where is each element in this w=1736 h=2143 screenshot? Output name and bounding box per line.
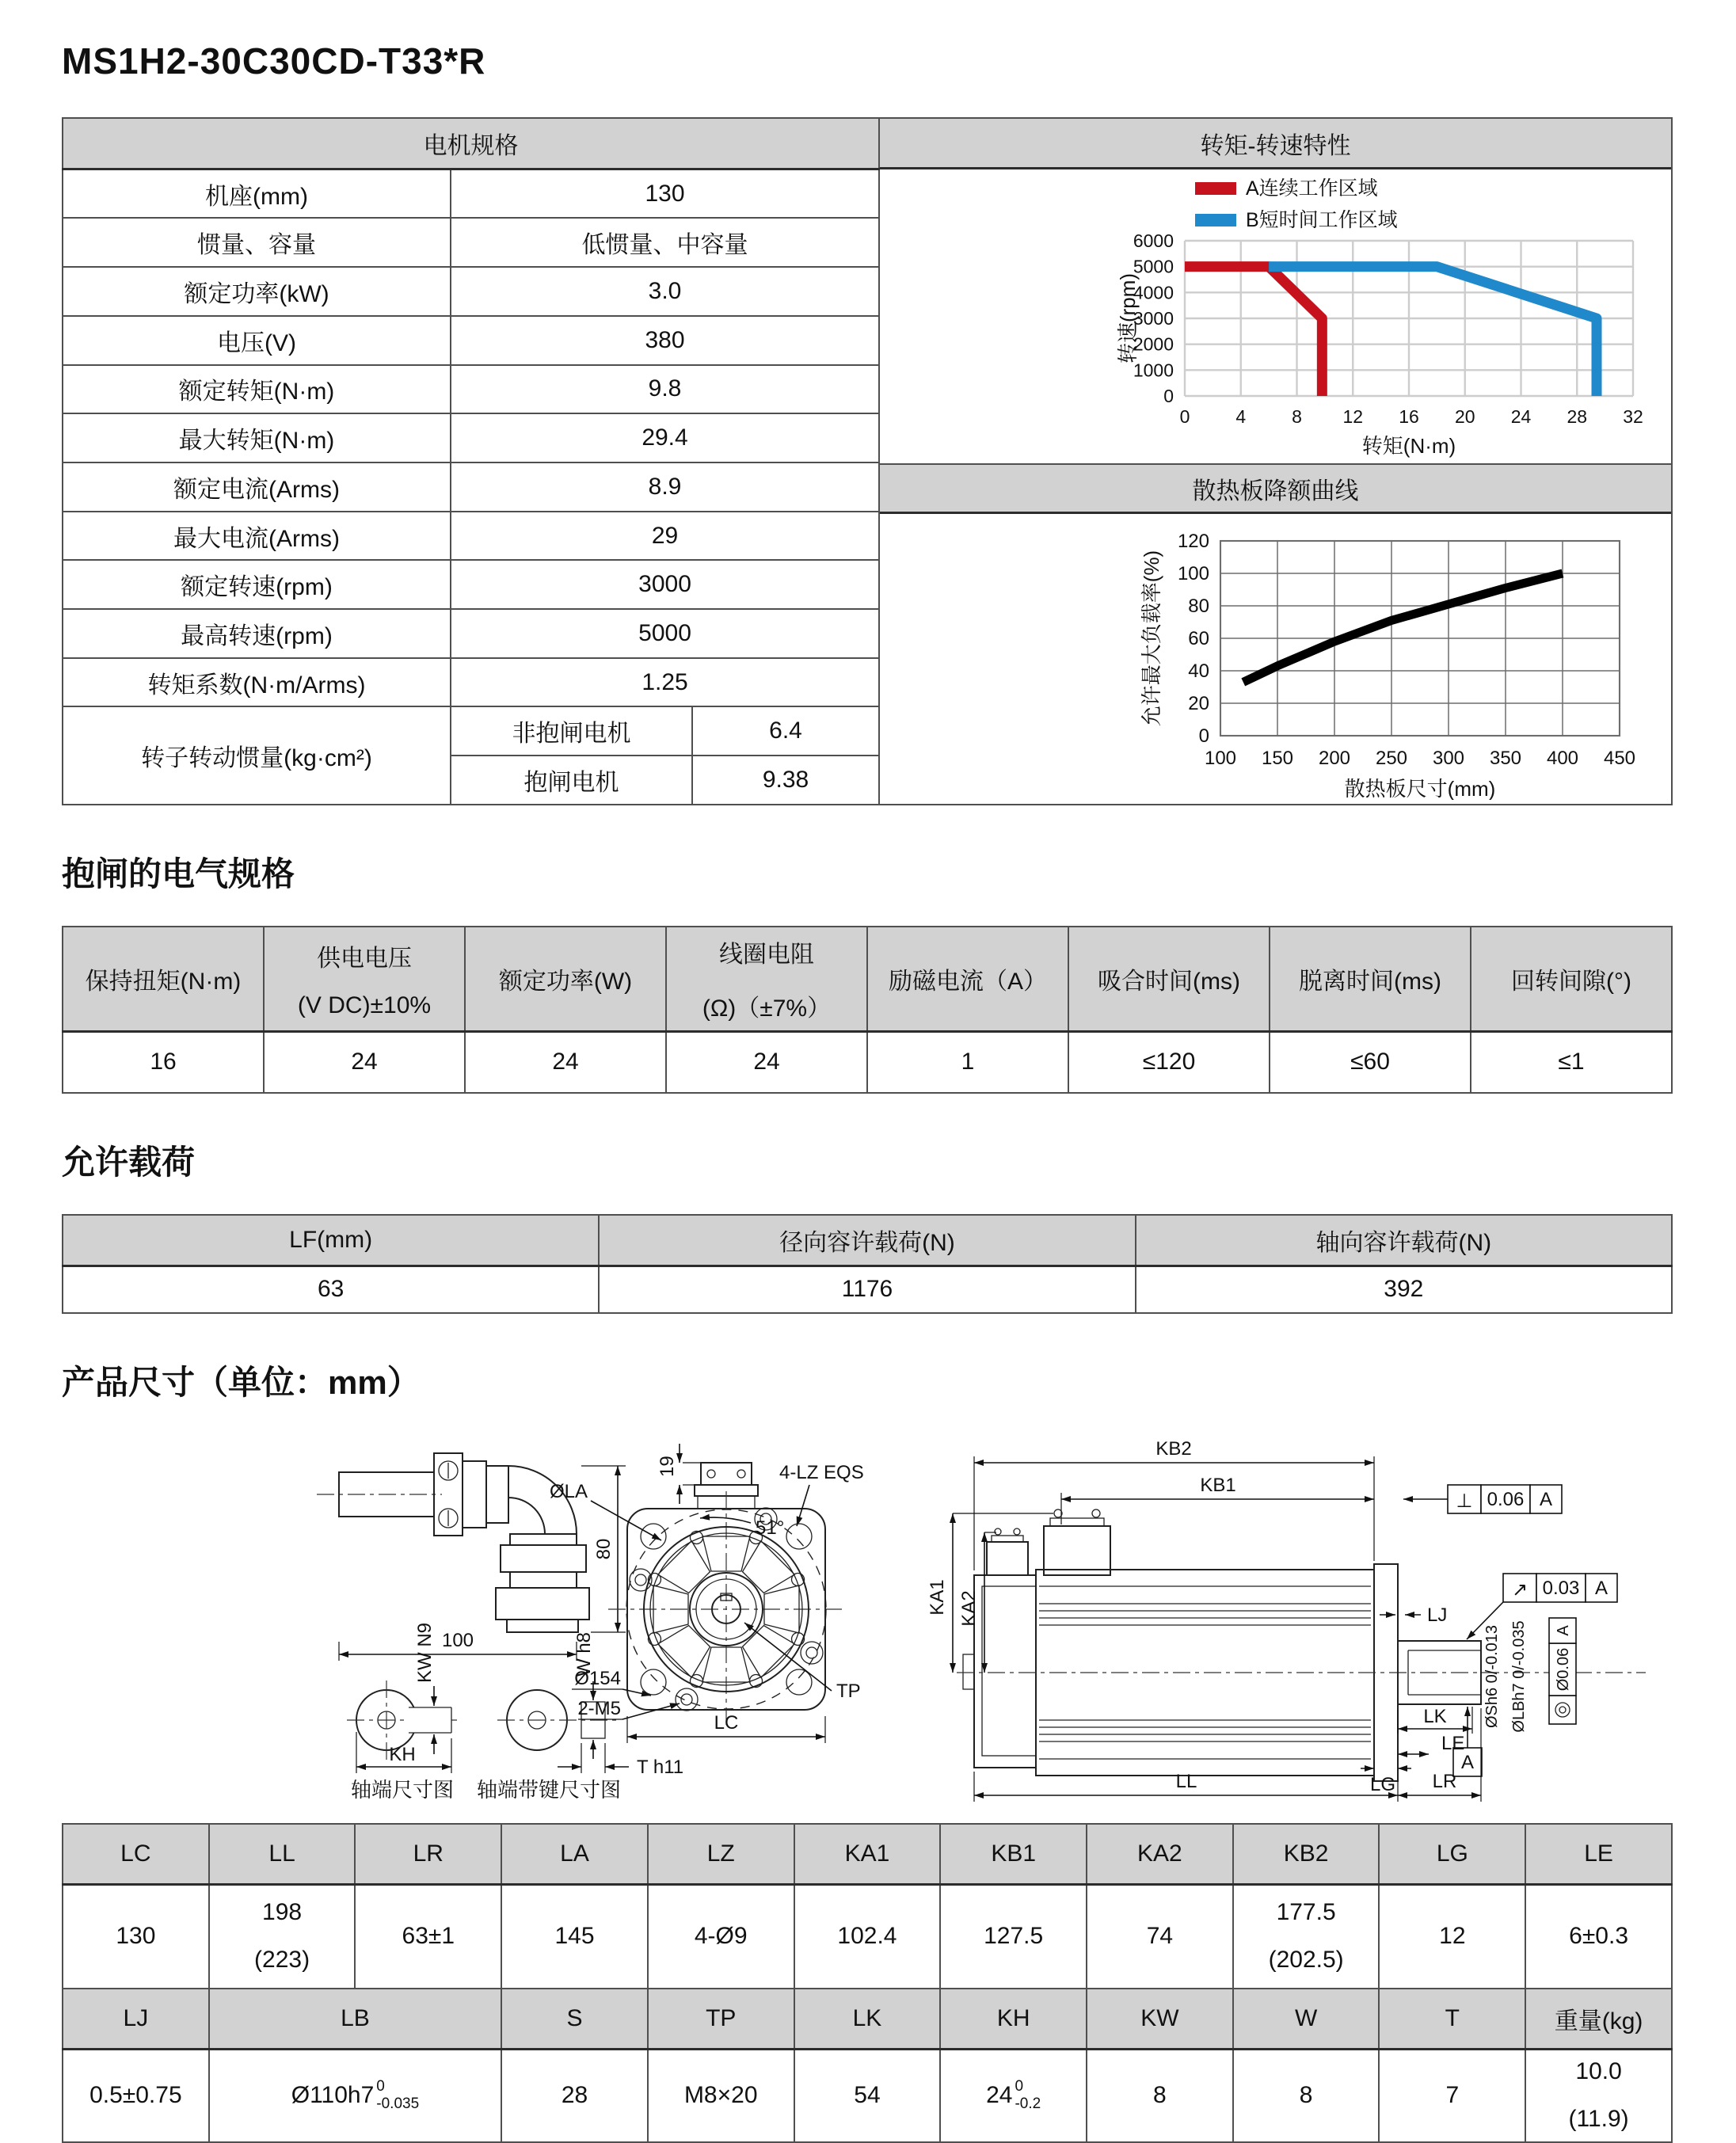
dim-header: W xyxy=(1233,1989,1380,2049)
svg-text:300: 300 xyxy=(1433,748,1465,769)
dim-header: LL xyxy=(209,1824,356,1884)
table-row xyxy=(63,1215,1672,1266)
load-col-header: LF(mm) xyxy=(63,1215,599,1266)
svg-text:20: 20 xyxy=(1188,693,1210,714)
label-ka2: KA2 xyxy=(958,1590,980,1627)
dim-value: 177.5 (202.5) xyxy=(1233,1884,1380,1989)
motor-spec-block xyxy=(62,117,1673,805)
table-row xyxy=(63,1884,1672,1989)
spec-value: 1.25 xyxy=(451,658,879,707)
brake-section-title: 抱闸的电气规格 xyxy=(62,855,295,893)
dim-header: TP xyxy=(648,1989,794,2049)
brake-value: 1 xyxy=(867,1031,1068,1093)
svg-text:转速(rpm): 转速(rpm) xyxy=(1116,272,1140,364)
dimension-table xyxy=(62,1823,1673,2143)
table-row xyxy=(63,413,879,462)
spec-value: 9.8 xyxy=(451,365,879,414)
derating-header: 散热板降额曲线 xyxy=(880,463,1671,514)
spec-sub-value: 6.4 xyxy=(692,706,879,756)
dim-value: Ø110h7 0 -0.035 xyxy=(209,2049,501,2142)
label-w-h8: W h8 xyxy=(573,1631,595,1677)
label-ola: ØLA xyxy=(549,1481,588,1502)
svg-text:16: 16 xyxy=(1399,406,1419,427)
table-row xyxy=(63,658,879,707)
dim-value: 63±1 xyxy=(355,1884,501,1989)
brake-col-header: 供电电压 (V DC)±10% xyxy=(264,927,465,1031)
svg-text:100: 100 xyxy=(1177,563,1210,584)
svg-text:150: 150 xyxy=(1262,748,1294,769)
label-lc: LC xyxy=(714,1712,739,1734)
svg-text:200: 200 xyxy=(1319,748,1351,769)
label-tp: TP xyxy=(836,1681,861,1702)
svg-text:450: 450 xyxy=(1604,748,1636,769)
svg-text:2000: 2000 xyxy=(1133,333,1174,355)
svg-text:350: 350 xyxy=(1490,748,1522,769)
page-title: MS1H2-30C30CD-T33*R xyxy=(62,40,486,82)
runout-value: 0.03 xyxy=(1542,1578,1580,1599)
dim-header: LJ xyxy=(63,1989,209,2049)
shaft-end-drawing xyxy=(347,1623,683,1802)
spec-label: 额定电流(Arms) xyxy=(63,462,451,512)
dim-value: 54 xyxy=(794,2049,941,2142)
label-lk: LK xyxy=(1423,1706,1447,1727)
label-2-m5: 2-M5 xyxy=(577,1698,621,1719)
spec-sub-label: 抱闸电机 xyxy=(451,756,692,805)
dim-header: LC xyxy=(63,1824,209,1884)
load-section-title: 允许载荷 xyxy=(62,1144,196,1181)
label-kw-n9: KW N9 xyxy=(414,1622,436,1683)
table-row xyxy=(63,706,879,756)
svg-text:4: 4 xyxy=(1235,406,1247,427)
brake-value: 24 xyxy=(264,1031,465,1093)
svg-text:5000: 5000 xyxy=(1133,256,1174,277)
dim-value: 0.5±0.75 xyxy=(63,2049,209,2142)
brake-col-header: 回转间隙(°) xyxy=(1471,927,1672,1031)
dim-header: LE xyxy=(1525,1824,1672,1884)
table-row xyxy=(63,2049,1672,2142)
dimension-drawing xyxy=(62,1415,1673,1811)
label-t-h11: T h11 xyxy=(637,1757,684,1778)
motor-spec-table xyxy=(62,117,880,805)
shaft-tolerance-label: ØSh6 0/-0.013 xyxy=(1483,1624,1501,1729)
label-le: LE xyxy=(1441,1733,1465,1754)
caption-shaft-key: 轴端带键尺寸图 xyxy=(476,1778,622,1802)
table-row xyxy=(63,512,879,561)
brake-col-header: 吸合时间(ms) xyxy=(1068,927,1270,1031)
dim-value: 10.0 (11.9) xyxy=(1525,2049,1672,2142)
dim-value: 8 xyxy=(1233,2049,1380,2142)
svg-text:28: 28 xyxy=(1567,406,1588,427)
spec-value: 380 xyxy=(451,316,879,365)
spec-value: 29 xyxy=(451,512,879,561)
dim-value: 8 xyxy=(1087,2049,1233,2142)
brake-value: ≤120 xyxy=(1068,1031,1270,1093)
dim-header: LZ xyxy=(648,1824,794,1884)
table-row xyxy=(63,1031,1672,1093)
label-kh: KH xyxy=(389,1744,416,1765)
dim-header: KH xyxy=(940,1989,1087,2049)
spec-label: 最大电流(Arms) xyxy=(63,512,451,561)
svg-text:8: 8 xyxy=(1292,406,1302,427)
dim-header: T xyxy=(1379,1989,1525,2049)
svg-text:A连续工作区域: A连续工作区域 xyxy=(1246,177,1378,200)
svg-text:20: 20 xyxy=(1454,406,1475,427)
dim-header: KB2 xyxy=(1233,1824,1380,1884)
brake-col-header: 励磁电流（A） xyxy=(867,927,1068,1031)
svg-text:100: 100 xyxy=(1205,748,1237,769)
spec-label: 额定转矩(N·m) xyxy=(63,365,451,414)
charts-panel xyxy=(880,117,1673,805)
spec-label: 最高转速(rpm) xyxy=(63,609,451,658)
motor-spec-header: 电机规格 xyxy=(63,118,879,169)
dim-header: KA1 xyxy=(794,1824,941,1884)
label-51deg: 51° xyxy=(756,1517,785,1539)
load-value: 63 xyxy=(63,1266,599,1313)
torque-speed-chart-wrap xyxy=(880,169,1671,463)
dim-value: 130 xyxy=(63,1884,209,1989)
spec-label: 电压(V) xyxy=(63,316,451,365)
label-lg: LG xyxy=(1369,1774,1396,1795)
derating-chart xyxy=(880,514,1671,800)
load-value: 392 xyxy=(1136,1266,1672,1313)
dim-value: M8×20 xyxy=(648,2049,794,2142)
brake-col-header: 线圈电阻 (Ω)（±7%） xyxy=(666,927,867,1031)
svg-text:3000: 3000 xyxy=(1133,308,1174,329)
datum-a-flag: A xyxy=(1460,1752,1475,1773)
dim-value: 127.5 xyxy=(940,1884,1087,1989)
label-lr: LR xyxy=(1432,1771,1457,1792)
table-row xyxy=(63,609,879,658)
spec-label: 转子转动惯量(kg·cm²) xyxy=(63,706,451,805)
svg-text:B短时间工作区域: B短时间工作区域 xyxy=(1246,209,1398,231)
dim-header: LG xyxy=(1379,1824,1525,1884)
table-row xyxy=(63,218,879,267)
brake-col-header: 脱离时间(ms) xyxy=(1270,927,1471,1031)
label-dim80: 80 xyxy=(593,1538,615,1560)
bore-tolerance-label: ØLBh7 0/-0.035 xyxy=(1510,1620,1528,1733)
svg-text:40: 40 xyxy=(1188,660,1210,682)
svg-text:6000: 6000 xyxy=(1133,230,1174,251)
dim-header: LK xyxy=(794,1989,941,2049)
table-row xyxy=(63,1989,1672,2049)
dim-value: 6±0.3 xyxy=(1525,1884,1672,1989)
spec-value: 3000 xyxy=(451,560,879,609)
concentricity-frame xyxy=(1549,1618,1576,1724)
table-row xyxy=(63,316,879,365)
table-row xyxy=(63,267,879,316)
spec-label: 惯量、容量 xyxy=(63,218,451,267)
table-row xyxy=(63,462,879,512)
svg-text:120: 120 xyxy=(1177,531,1210,552)
derating-chart-wrap xyxy=(880,514,1671,804)
dim-header: 重量(kg) xyxy=(1525,1989,1672,2049)
brake-value: ≤60 xyxy=(1270,1031,1471,1093)
dim-header: KB1 xyxy=(940,1824,1087,1884)
torque-speed-chart xyxy=(880,169,1671,459)
dimension-drawing-wrap xyxy=(62,1415,1674,1815)
concentricity-value: Ø0.06 xyxy=(1555,1647,1572,1692)
runout-symbol: ↗ xyxy=(1511,1579,1529,1601)
load-value: 1176 xyxy=(599,1266,1135,1313)
brake-value: 24 xyxy=(465,1031,666,1093)
svg-text:转矩(N·m): 转矩(N·m) xyxy=(1361,434,1456,458)
spec-label: 额定转速(rpm) xyxy=(63,560,451,609)
dimensions-section-title: 产品尺寸（单位：mm） xyxy=(62,1364,421,1401)
dim-header: LB xyxy=(209,1989,501,2049)
runout-datum: A xyxy=(1594,1578,1608,1599)
spec-value: 5000 xyxy=(451,609,879,658)
table-row xyxy=(63,1824,1672,1884)
perp-datum: A xyxy=(1539,1489,1553,1510)
dim-header: LR xyxy=(355,1824,501,1884)
svg-text:32: 32 xyxy=(1623,406,1643,427)
brake-spec-table xyxy=(62,926,1673,1094)
load-col-header: 径向容许载荷(N) xyxy=(599,1215,1135,1266)
spec-value: 3.0 xyxy=(451,267,879,316)
svg-text:1000: 1000 xyxy=(1133,360,1174,381)
dim-value: 102.4 xyxy=(794,1884,941,1989)
side-view-drawing xyxy=(927,1438,1646,1802)
spec-label: 机座(mm) xyxy=(63,169,451,219)
spec-sub-value: 9.38 xyxy=(692,756,879,805)
svg-text:60: 60 xyxy=(1188,628,1210,649)
caption-shaft-end: 轴端尺寸图 xyxy=(350,1778,455,1802)
svg-text:允许最大负载率(%): 允许最大负载率(%) xyxy=(1140,550,1164,727)
table-row xyxy=(63,927,1672,1031)
svg-text:12: 12 xyxy=(1342,406,1364,427)
label-dim100: 100 xyxy=(441,1630,474,1651)
svg-text:0: 0 xyxy=(1163,386,1174,406)
dim-value: 28 xyxy=(501,2049,648,2142)
concentricity-datum: A xyxy=(1555,1625,1572,1636)
brake-value: 16 xyxy=(63,1031,264,1093)
svg-text:24: 24 xyxy=(1510,406,1532,427)
table-row xyxy=(63,169,879,219)
spec-value: 29.4 xyxy=(451,413,879,462)
dim-value: 12 xyxy=(1379,1884,1525,1989)
spec-value: 8.9 xyxy=(451,462,879,512)
dim-value: 74 xyxy=(1087,1884,1233,1989)
svg-text:0: 0 xyxy=(1179,406,1190,427)
spec-label: 转矩系数(N·m/Arms) xyxy=(63,658,451,707)
svg-text:80: 80 xyxy=(1188,596,1210,617)
dim-value: 7 xyxy=(1379,2049,1525,2142)
table-row xyxy=(63,560,879,609)
label-ka1: KA1 xyxy=(927,1579,948,1616)
svg-text:0: 0 xyxy=(1198,725,1210,747)
dim-header: S xyxy=(501,1989,648,2049)
table-row xyxy=(63,365,879,414)
dim-header: KW xyxy=(1087,1989,1233,2049)
label-kb2: KB2 xyxy=(1155,1438,1192,1460)
label-4-lz-eqs: 4-LZ EQS xyxy=(779,1462,864,1483)
torque-speed-header: 转矩-转速特性 xyxy=(880,119,1671,169)
perpendicularity-frame xyxy=(1403,1485,1562,1513)
spec-value: 130 xyxy=(451,169,879,219)
label-d154: Ø154 xyxy=(574,1668,621,1689)
dim-header: KA2 xyxy=(1087,1824,1233,1884)
label-ll: LL xyxy=(1175,1771,1197,1792)
load-col-header: 轴向容许载荷(N) xyxy=(1136,1215,1672,1266)
dim-value: 4-Ø9 xyxy=(648,1884,794,1989)
dim-value: 24 0 -0.2 xyxy=(940,2049,1087,2142)
spec-label: 额定功率(kW) xyxy=(63,267,451,316)
spec-label: 最大转矩(N·m) xyxy=(63,413,451,462)
brake-value: 24 xyxy=(666,1031,867,1093)
front-view-drawing xyxy=(550,1444,864,1743)
svg-text:4000: 4000 xyxy=(1133,282,1174,303)
svg-text:250: 250 xyxy=(1376,748,1408,769)
label-kb1: KB1 xyxy=(1200,1475,1236,1496)
dim-value: 145 xyxy=(501,1884,648,1989)
svg-text:散热板尺寸(mm): 散热板尺寸(mm) xyxy=(1344,777,1496,800)
spec-value: 低惯量、中容量 xyxy=(451,218,879,267)
brake-value: ≤1 xyxy=(1471,1031,1672,1093)
label-dim19: 19 xyxy=(657,1456,678,1477)
dim-value: 198 (223) xyxy=(209,1884,356,1989)
perp-symbol: ⊥ xyxy=(1456,1490,1473,1512)
spec-sub-label: 非抱闸电机 xyxy=(451,706,692,756)
label-lj: LJ xyxy=(1427,1604,1448,1626)
allowable-load-table xyxy=(62,1214,1673,1314)
table-row xyxy=(63,1266,1672,1313)
perp-value: 0.06 xyxy=(1487,1489,1525,1510)
svg-text:400: 400 xyxy=(1547,748,1579,769)
brake-col-header: 保持扭矩(N·m) xyxy=(63,927,264,1031)
dim-header: LA xyxy=(501,1824,648,1884)
brake-col-header: 额定功率(W) xyxy=(465,927,666,1031)
